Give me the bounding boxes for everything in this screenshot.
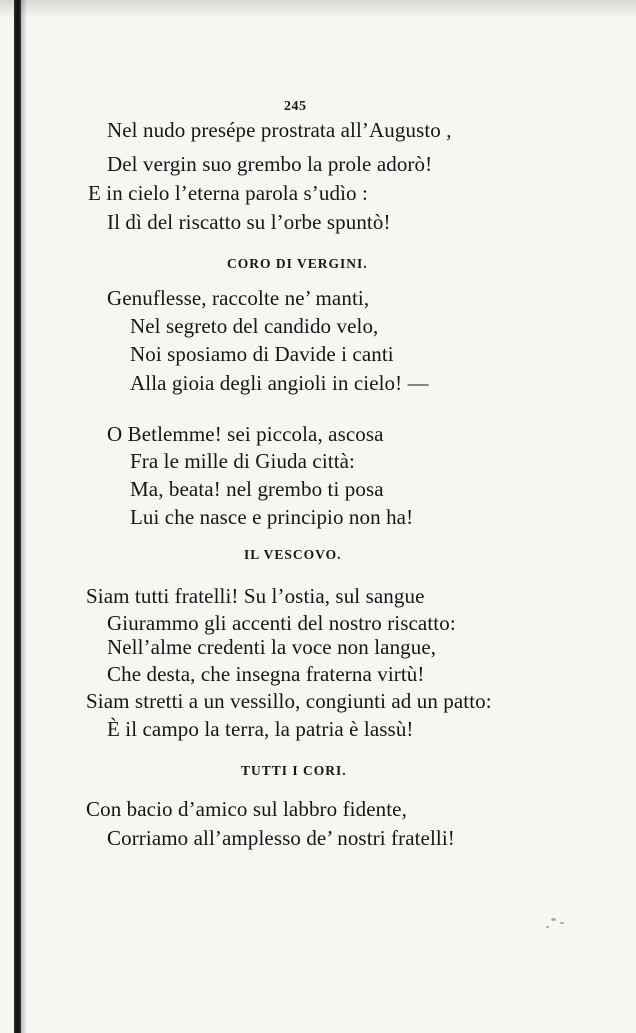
verse-line: Del vergin suo grembo la prole adorò! — [107, 152, 433, 176]
verse-line: O Betlemme! sei piccola, ascosa — [107, 422, 384, 446]
verse-line: Lui che nasce e principio non ha! — [130, 505, 414, 529]
verse-line: Giurammo gli accenti del nostro riscatto: — [107, 611, 456, 635]
paper-speck — [560, 922, 564, 924]
section-heading: TUTTI I CORI. — [241, 763, 347, 778]
paper-speck — [551, 918, 556, 921]
section-heading: CORO DI VERGINI. — [227, 256, 368, 271]
verse-line: È il campo la terra, la patria è lassù! — [107, 717, 414, 741]
verse-line: Nel nudo presépe prostrata all’Augusto , — [107, 118, 452, 142]
verse-line: Siam tutti fratelli! Su l’ostia, sul sangue — [86, 584, 425, 608]
page-number: 245 — [284, 99, 307, 114]
book-spine-edge — [14, 0, 21, 1033]
verse-line: Il dì del riscatto su l’orbe spuntò! — [107, 210, 391, 234]
verse-line: Nel segreto del candido velo, — [130, 314, 379, 338]
verse-line: Noi sposiamo di Davide i canti — [130, 342, 394, 366]
verse-line: E in cielo l’eterna parola s’udìo : — [88, 181, 368, 205]
paper-speck — [546, 926, 549, 928]
verse-line: Con bacio d’amico sul labbro fidente, — [86, 797, 407, 821]
section-heading: IL VESCOVO. — [244, 547, 342, 562]
spine-shadow — [21, 0, 27, 1033]
verse-line: Corriamo all’amplesso de’ nostri fratelli! — [107, 826, 455, 850]
page-top-shadow — [0, 0, 636, 18]
verse-line: Che desta, che insegna fraterna virtù! — [107, 662, 425, 686]
verse-line: Genuflesse, raccolte ne’ manti, — [107, 286, 370, 310]
verse-line: Alla gioia degli angioli in cielo! — — [130, 371, 429, 395]
verse-line: Fra le mille di Giuda città: — [130, 449, 355, 473]
verse-line: Ma, beata! nel grembo ti posa — [130, 477, 384, 501]
verse-line: Nell’alme credenti la voce non langue, — [107, 635, 437, 659]
verse-line: Siam stretti a un vessillo, congiunti ad un patto: — [86, 689, 492, 713]
